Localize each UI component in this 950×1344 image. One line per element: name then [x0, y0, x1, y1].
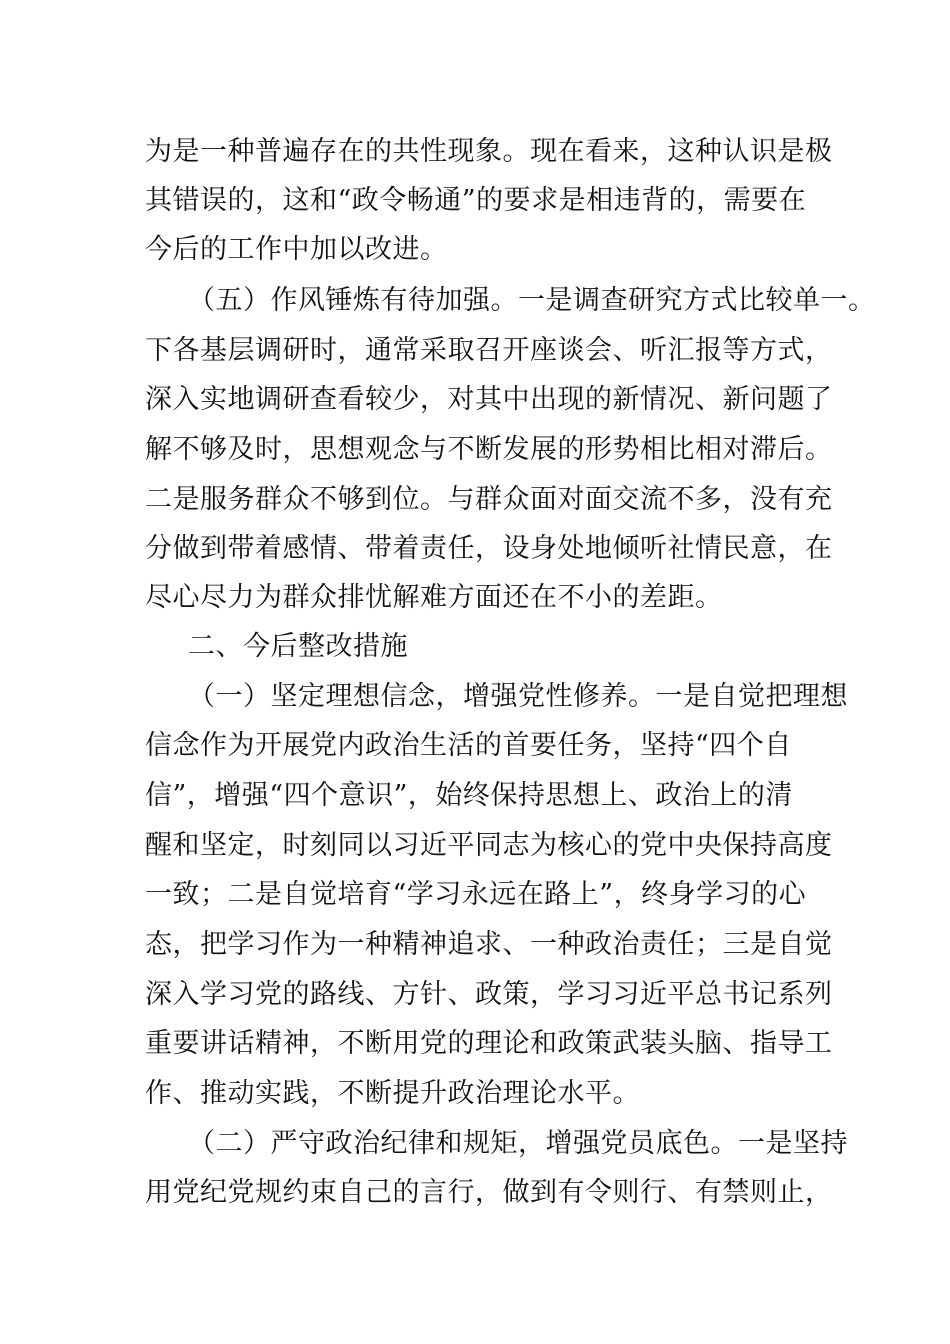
- text-line: 作、推动实践，不断提升政治理论水平。: [145, 1078, 640, 1109]
- text-line: 为是一种普遍存在的共性现象。现在看来，这种认识是极: [145, 136, 833, 167]
- text-line: 醒和坚定，时刻同以习近平同志为核心的党中央保持高度: [145, 830, 833, 861]
- text-line: 深入实地调研查看较少，对其中出现的新情况、新问题了: [145, 384, 833, 415]
- paragraph-heading-1: （一）坚定理想信念，增强党性修养。一是自觉把理想: [188, 681, 848, 712]
- paragraph-heading-5: （五）作风锤炼有待加强。一是调查研究方式比较单一。: [188, 285, 876, 316]
- text-line: 尽心尽力为群众排忧解难方面还在不小的差距。: [145, 582, 723, 613]
- text-line: 今后的工作中加以改进。: [145, 234, 448, 265]
- text-line: 分做到带着感情、带着责任，设身处地倾听社情民意，在: [145, 533, 833, 564]
- text-line: 下各基层调研时，通常采取召开座谈会、听汇报等方式，: [145, 335, 833, 366]
- text-line: 其错误的，这和“政令畅通”的要求是相违背的，需要在: [145, 185, 807, 216]
- section-heading: 二、今后整改措施: [188, 631, 408, 662]
- text-line: 解不够及时，思想观念与不断发展的形势相比相对滞后。: [145, 434, 833, 465]
- text-line: 信”，增强“四个意识”，始终保持思想上、政治上的清: [145, 780, 793, 811]
- text-line: 深入学习党的路线、方针、政策，学习习近平总书记系列: [145, 979, 833, 1010]
- text-line: 重要讲话精神，不断用党的理论和政策武装头脑、指导工: [145, 1028, 833, 1059]
- text-line: 一致；二是自觉培育“学习永远在路上”，终身学习的心: [145, 879, 807, 910]
- text-line: 用党纪党规约束自己的言行，做到有令则行、有禁则止，: [145, 1177, 833, 1208]
- paragraph-heading-2: （二）严守政治纪律和规矩，增强党员底色。一是坚持: [188, 1128, 848, 1159]
- text-line: 信念作为开展党内政治生活的首要任务，坚持“四个自: [145, 730, 792, 761]
- text-line: 二是服务群众不够到位。与群众面对面交流不多，没有充: [145, 484, 833, 515]
- text-line: 态，把学习作为一种精神追求、一种政治责任；三是自觉: [145, 929, 833, 960]
